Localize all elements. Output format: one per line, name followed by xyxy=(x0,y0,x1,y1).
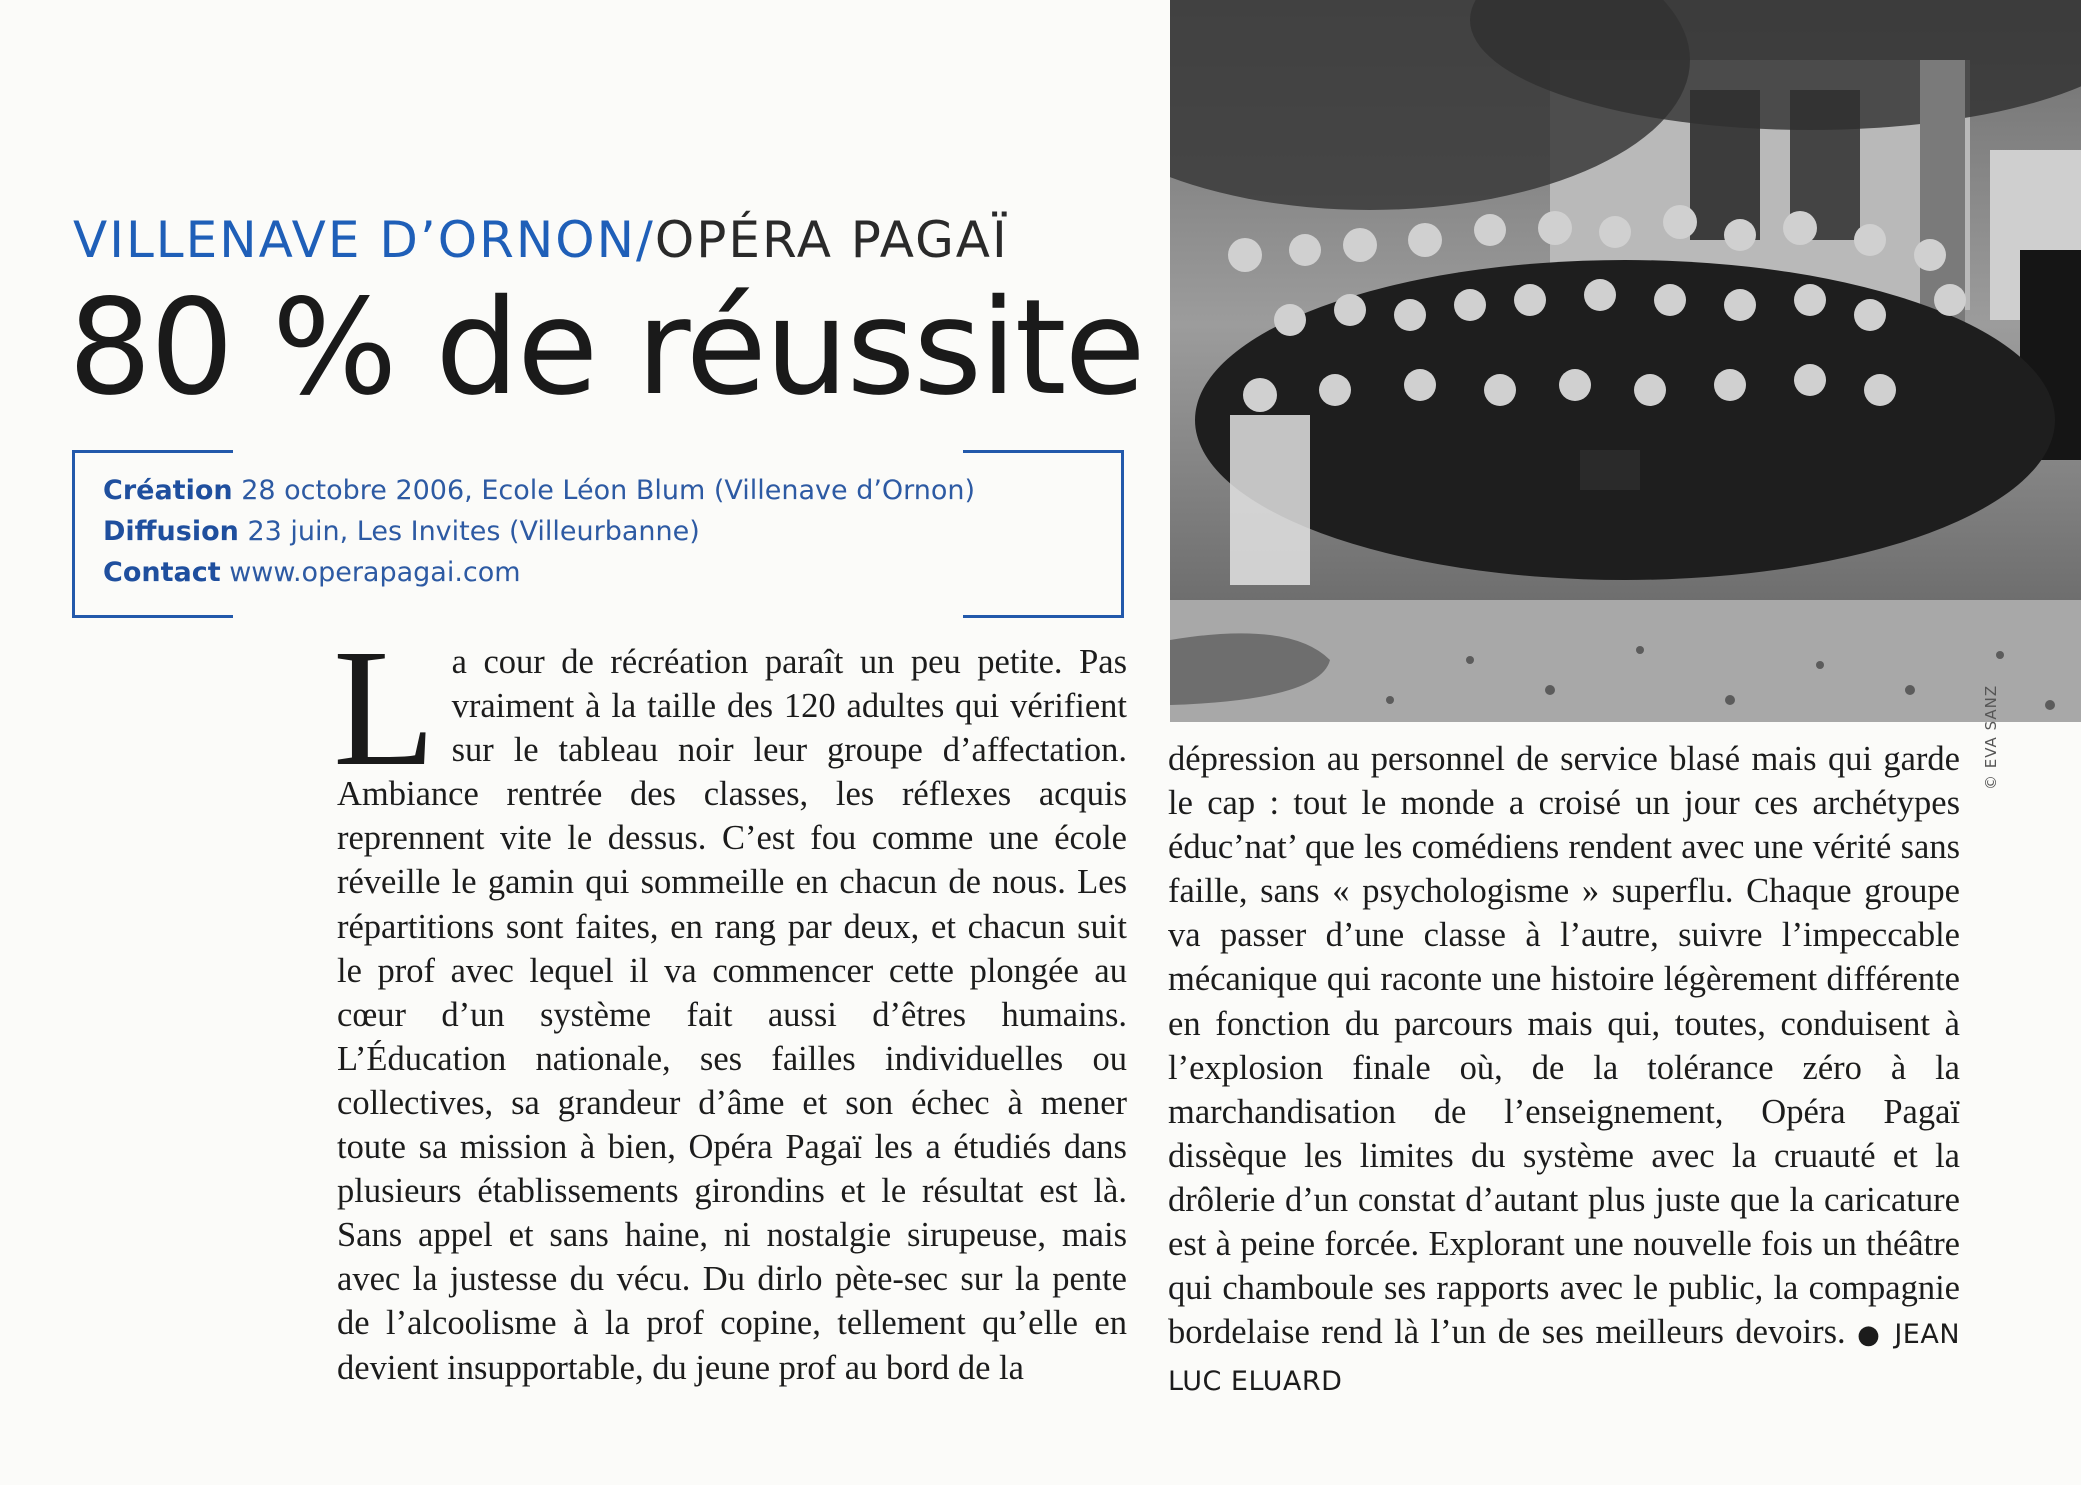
article-column-left xyxy=(333,615,1127,1390)
headline: 80 % de réussite xyxy=(68,271,1144,425)
group-photo-image xyxy=(1170,0,2081,722)
contact-value: www.operapagai.com xyxy=(220,557,521,588)
info-box-corner xyxy=(75,450,233,453)
author-bullet: ● xyxy=(1857,1320,1883,1351)
info-box-corner xyxy=(963,615,1121,618)
diffusion-label: Diffusion xyxy=(103,516,239,547)
article-right-text: dépression au personnel de service blasé mais qui garde le cap : tout le monde a croisé un jour ces archétypes éduc’nat’ que les comédiens rendent avec une vérité sans faille, sans « psychologisme » superflu. Chaque groupe va passer d’une classe à l’autre, suivre l’impeccable mécanique qui raconte une histoire légèrement différente en fonction du parcours mais qui, toutes, conduisent à l’explosion finale où, de la tolérance zéro à la marchandisation de l’enseignement, Opéra Pagaï dissèque les limites du système avec la cruauté et la drôlerie d’un constat d’autant plus juste que la caricature est à peine forcée. Explorant une nouvelle fois un théâtre qui chamboule ses rapports avec le public, la compagnie bordelaise rend là l’un de ses meilleurs devoirs. xyxy=(1168,740,1960,1352)
creation-label: Création xyxy=(103,475,233,506)
diffusion-value: 23 juin, Les Invites (Villeurbanne) xyxy=(238,516,700,547)
author-name: JEAN LUC ELUARD xyxy=(1168,1319,1961,1398)
article-left-text: a cour de récréation paraît un peu petite. Pas vraiment à la taille des 120 adultes qui vérifient sur le tableau noir leur groupe d’affectation. Ambiance rentrée des classes, les réflexes acquis reprennent vite le dessus. C’est fou comme une école réveille le gamin qui sommeille en chacun de nous. Les répartitions sont faites, en rang par deux, et chacun suit le prof avec lequel il va commencer cette plongée au cœur d’un système fait aussi d’êtres humains. L’Éducation nationale, ses failles individuelles ou collectives, sa grandeur d’âme et son échec à mener toute sa mission à bien, Opéra Pagaï les a étudiés dans plusieurs établissements girondins et le résultat est là. Sans appel et sans haine, ni nostalgie sirupeuse, mais avec la justesse du vécu. Du dirlo pète-sec sur la pente de l’alcoolisme à la prof copine, tellement qu’elle en devient insupportable, du jeune prof au bord de la xyxy=(337,643,1127,1387)
info-box xyxy=(72,450,1124,618)
kicker-separator: / xyxy=(636,211,655,269)
article-column-right xyxy=(1168,737,1960,1404)
info-box-corner xyxy=(75,615,233,618)
info-contact xyxy=(103,552,975,593)
info-diffusion xyxy=(103,511,975,552)
info-box-corner xyxy=(963,450,1121,453)
kicker-company: OPÉRA PAGAÏ xyxy=(654,211,1009,269)
info-creation xyxy=(103,470,975,511)
kicker-location: VILLENAVE D’ORNON xyxy=(73,211,637,269)
dropcap: L xyxy=(333,615,436,801)
creation-value: 28 octobre 2006, Ecole Léon Blum (Villenave d’Ornon) xyxy=(232,475,976,506)
photo xyxy=(1170,0,2081,722)
kicker xyxy=(73,211,1009,269)
photo-credit: © EVA SANZ xyxy=(1982,684,2000,790)
info-lines xyxy=(103,470,975,593)
contact-label: Contact xyxy=(103,557,221,588)
